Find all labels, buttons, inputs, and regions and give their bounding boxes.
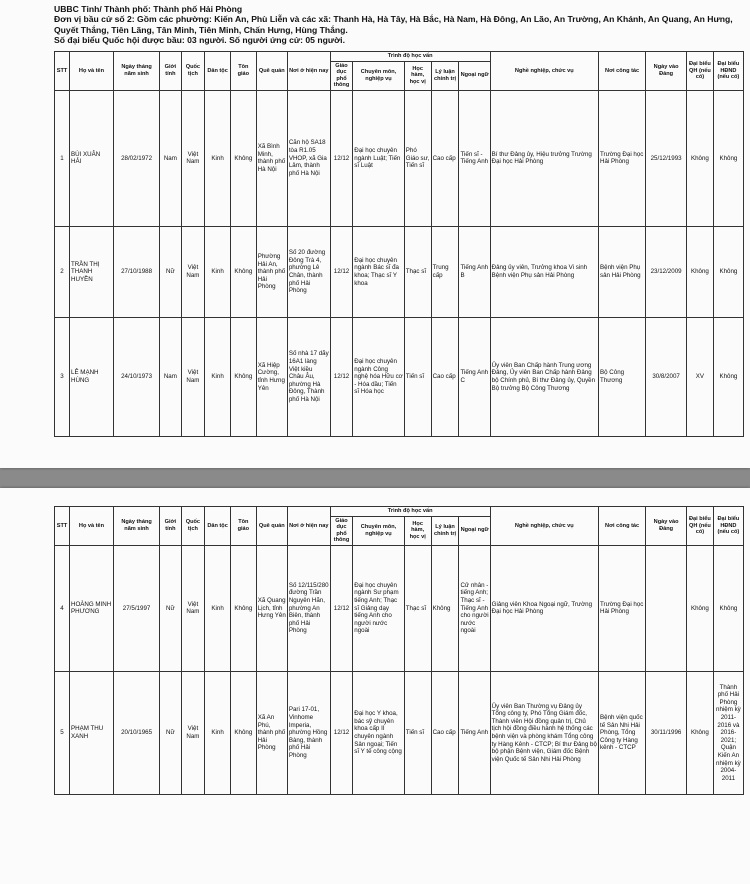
cell-specialty: Đại học chuyên ngành Sư phạm tiếng Anh; Thạc sĩ Giảng dạy tiếng Anh cho người nước ngoài: [353, 545, 405, 671]
col-specialty: Chuyên môn, nghiệp vụ: [353, 516, 405, 545]
cell-sex: Nam: [160, 90, 181, 226]
cell-academic-title: Thạc sĩ: [404, 226, 431, 317]
cell-stt: 2: [55, 226, 70, 317]
cell-sex: Nam: [160, 317, 181, 436]
cell-stt: 3: [55, 317, 70, 436]
col-sex: Giới tính: [160, 52, 181, 91]
col-name: Họ và tên: [70, 52, 114, 91]
cell-nationality: Việt Nam: [181, 226, 205, 317]
col-pc-delegate: Đại biểu HĐND (nếu có): [713, 52, 743, 91]
col-dob: Ngày tháng năm sinh: [114, 52, 160, 91]
col-education-group: Trình độ học vấn: [330, 52, 490, 62]
cell-religion: Không: [230, 90, 256, 226]
col-political-theory: Lý luận chính trị: [431, 61, 459, 90]
cell-occupation: Ủy viên Ban Thường vụ Đảng ủy Tổng công ty, Phó Tổng Giám đốc, Thành viên Hội đồng quản trị, Chủ tịch hội đồng điều hành hệ thống các bệnh viện và phòng khám Tổng công ty Hàng Kênh - CTCP; Bí thư Đảng bộ bộ phận Bệnh viện, Giám đốc Bệnh viện Quốc tế Sản Nhi Hải Phòng: [490, 671, 598, 794]
cell-general-edu: 12/12: [330, 317, 353, 436]
cell-name: BÙI XUÂN HẢI: [70, 90, 114, 226]
cell-pc-delegate: Thành phố Hải Phòng nhiệm kỳ 2011-2016 và 2016-2021; Quận Kiến An nhiệm kỳ 2004-2011: [713, 671, 743, 794]
cell-sex: Nữ: [160, 545, 181, 671]
col-occupation: Nghề nghiệp, chức vụ: [490, 507, 598, 546]
cell-foreign-lang: Cử nhân - tiếng Anh; Thạc sĩ - Tiếng Anh cho người nước ngoài: [459, 545, 490, 671]
table-row: [55, 317, 744, 436]
col-nationality: Quốc tịch: [181, 52, 205, 91]
cell-name: TRẦN THỊ THANH HUYỀN: [70, 226, 114, 317]
col-party-date: Ngày vào Đảng: [646, 507, 687, 546]
col-foreign-lang: Ngoại ngữ: [459, 61, 490, 90]
header-electoral-unit: Đơn vị bầu cử số 2: Gồm các phường: Kiến An, Phù Liễn và các xã: Thanh Hà, Hà Tây, Hà Bắc, Hà Nam, Hà Đông, An Lão, An Trường, An Khánh, An Quang, An Hưng, Quyết Thắng, Tiên Lãng, Tân Minh, Tiên Minh, Chấn Hưng, Hùng Thắng.: [54, 14, 733, 35]
cell-pc-delegate: Không: [713, 317, 743, 436]
cell-specialty: Đại học chuyên ngành Công nghệ hóa Hữu cơ - Hóa dầu; Tiến sĩ Hóa học: [353, 317, 405, 436]
cell-academic-title: Phó Giáo sư, Tiến sĩ: [404, 90, 431, 226]
cell-specialty: Đại học chuyên ngành Bác sĩ đa khoa; Thạc sĩ Y khoa: [353, 226, 405, 317]
col-sex: Giới tính: [160, 507, 181, 546]
cell-religion: Không: [230, 317, 256, 436]
cell-stt: 4: [55, 545, 70, 671]
col-residence: Nơi ở hiện nay: [287, 507, 330, 546]
cell-residence: Căn hộ SA18 tòa R1.05 VHOP, xã Gia Lâm, thành phố Hà Nội: [287, 90, 330, 226]
cell-pc-delegate: Không: [713, 545, 743, 671]
col-dob: Ngày tháng năm sinh: [114, 507, 160, 546]
cell-religion: Không: [230, 545, 256, 671]
table-row: [55, 90, 744, 226]
cell-sex: Nữ: [160, 671, 181, 794]
cell-workplace: Bộ Công Thương: [599, 317, 646, 436]
cell-residence: Số nhà 17 dãy 16A1 làng Việt kiều Châu Âu, phường Hà Đông, Thành phố Hà Nội: [287, 317, 330, 436]
cell-hometown: Xã Quang Lịch, tỉnh Hưng Yên: [256, 545, 287, 671]
cell-ethnicity: Kinh: [205, 90, 231, 226]
col-academic-title: Học hàm, học vị: [404, 516, 431, 545]
cell-academic-title: Tiến sĩ: [404, 671, 431, 794]
cell-nationality: Việt Nam: [181, 671, 205, 794]
col-general-edu: Giáo dục phổ thông: [330, 516, 353, 545]
cell-ethnicity: Kinh: [205, 226, 231, 317]
cell-foreign-lang: Tiến sĩ - Tiếng Anh: [459, 90, 490, 226]
col-foreign-lang: Ngoại ngữ: [459, 516, 490, 545]
cell-na-delegate: Không: [686, 671, 713, 794]
cell-political-theory: Cao cấp: [431, 317, 459, 436]
document-header: [54, 4, 744, 46]
cell-sex: Nữ: [160, 226, 181, 317]
cell-ethnicity: Kinh: [205, 671, 231, 794]
col-ethnicity: Dân tộc: [205, 52, 231, 91]
cell-nationality: Việt Nam: [181, 90, 205, 226]
cell-specialty: Đại học chuyên ngành Luật; Tiến sĩ Luật: [353, 90, 405, 226]
cell-hometown: Xã Bình Minh, thành phố Hà Nội: [256, 90, 287, 226]
cell-political-theory: Không: [431, 545, 459, 671]
cell-specialty: Đại học Y khoa, bác sỹ chuyên khoa cấp II chuyên ngành Sản ngoại; Tiến sĩ Y tế công cộng: [353, 671, 405, 794]
cell-occupation: Bí thư Đảng ủy, Hiệu trưởng Trường Đại học Hải Phòng: [490, 90, 598, 226]
col-hometown: Quê quán: [256, 507, 287, 546]
cell-political-theory: Trung cấp: [431, 226, 459, 317]
col-residence: Nơi ở hiện nay: [287, 52, 330, 91]
col-specialty: Chuyên môn, nghiệp vụ: [353, 61, 405, 90]
col-religion: Tôn giáo: [230, 507, 256, 546]
cell-occupation: Giảng viên Khoa Ngoại ngữ, Trường Đại học Hải Phòng: [490, 545, 598, 671]
cell-dob: 27/5/1997: [114, 545, 160, 671]
cell-workplace: Trường Đại học Hải Phòng: [599, 90, 646, 226]
cell-academic-title: Tiến sĩ: [404, 317, 431, 436]
page-2: [0, 488, 750, 884]
cell-ethnicity: Kinh: [205, 545, 231, 671]
cell-nationality: Việt Nam: [181, 545, 205, 671]
col-stt: STT: [55, 52, 70, 91]
cell-hometown: Xã An Phú, thành phố Hải Phòng: [256, 671, 287, 794]
cell-foreign-lang: Tiếng Anh B: [459, 226, 490, 317]
col-stt: STT: [55, 507, 70, 546]
cell-na-delegate: Không: [686, 90, 713, 226]
cell-dob: 24/10/1973: [114, 317, 160, 436]
cell-workplace: Bệnh viện Phụ sản Hải Phòng: [599, 226, 646, 317]
col-na-delegate: Đại biểu QH (nếu có): [686, 507, 713, 546]
table-row: [55, 545, 744, 671]
cell-dob: 20/10/1965: [114, 671, 160, 794]
cell-general-edu: 12/12: [330, 226, 353, 317]
col-education-group: Trình độ học vấn: [330, 507, 490, 517]
candidate-table-2: [54, 506, 744, 795]
cell-na-delegate: XV: [686, 317, 713, 436]
col-political-theory: Lý luận chính trị: [431, 516, 459, 545]
cell-occupation: Ủy viên Ban Chấp hành Trung ương Đảng, Ủy viên Ban Chấp hành Đảng bộ Chính phủ, Bí thư Đảng ủy, Quyền Bộ trưởng Bộ Công Thương: [490, 317, 598, 436]
cell-pc-delegate: Không: [713, 226, 743, 317]
cell-academic-title: Thạc sĩ: [404, 545, 431, 671]
cell-na-delegate: Không: [686, 545, 713, 671]
cell-political-theory: Cao cấp: [431, 90, 459, 226]
cell-party-date: [646, 545, 687, 671]
cell-nationality: Việt Nam: [181, 317, 205, 436]
candidate-table-1: [54, 51, 744, 437]
cell-residence: Số 12/115/280 đường Trần Nguyên Hãn, phường An Biên, thành phố Hải Phòng: [287, 545, 330, 671]
col-hometown: Quê quán: [256, 52, 287, 91]
cell-na-delegate: Không: [686, 226, 713, 317]
cell-name: PHẠM THU XANH: [70, 671, 114, 794]
cell-ethnicity: Kinh: [205, 317, 231, 436]
cell-dob: 28/02/1972: [114, 90, 160, 226]
col-ethnicity: Dân tộc: [205, 507, 231, 546]
cell-foreign-lang: Tiếng Anh C: [459, 317, 490, 436]
cell-occupation: Đảng ủy viên, Trưởng khoa Vi sinh Bệnh viện Phụ sản Hải Phòng: [490, 226, 598, 317]
header-province: UBBC Tỉnh/ Thành phố: Thành phố Hải Phòng: [54, 4, 243, 14]
cell-general-edu: 12/12: [330, 90, 353, 226]
cell-name: LÊ MẠNH HÙNG: [70, 317, 114, 436]
cell-general-edu: 12/12: [330, 545, 353, 671]
cell-pc-delegate: Không: [713, 90, 743, 226]
col-workplace: Nơi công tác: [599, 52, 646, 91]
col-academic-title: Học hàm, học vị: [404, 61, 431, 90]
col-pc-delegate: Đại biểu HĐND (nếu có): [713, 507, 743, 546]
col-general-edu: Giáo dục phổ thông: [330, 61, 353, 90]
table-row: [55, 671, 744, 794]
col-religion: Tôn giáo: [230, 52, 256, 91]
cell-general-edu: 12/12: [330, 671, 353, 794]
header-seat-count: Số đại biểu Quốc hội được bầu: 03 người. Số người ứng cử: 05 người.: [54, 35, 345, 46]
cell-workplace: Bệnh viện quốc tế Sản Nhi Hải Phòng, Tổng Công ty Hàng kênh - CTCP: [599, 671, 646, 794]
col-occupation: Nghề nghiệp, chức vụ: [490, 52, 598, 91]
cell-hometown: Phường Hải An, thành phố Hải Phòng: [256, 226, 287, 317]
cell-hometown: Xã Hiệp Cường, tỉnh Hưng Yên: [256, 317, 287, 436]
cell-workplace: Trường Đại học Hải Phòng: [599, 545, 646, 671]
cell-dob: 27/10/1988: [114, 226, 160, 317]
table-row: [55, 226, 744, 317]
col-nationality: Quốc tịch: [181, 507, 205, 546]
cell-religion: Không: [230, 671, 256, 794]
cell-residence: Số 20 đường Đông Trà 4, phường Lê Chân, thành phố Hải Phòng: [287, 226, 330, 317]
cell-party-date: 23/12/2009: [646, 226, 687, 317]
col-workplace: Nơi công tác: [599, 507, 646, 546]
col-party-date: Ngày vào Đảng: [646, 52, 687, 91]
cell-party-date: 30/11/1996: [646, 671, 687, 794]
col-name: Họ và tên: [70, 507, 114, 546]
cell-party-date: 30/8/2007: [646, 317, 687, 436]
cell-religion: Không: [230, 226, 256, 317]
cell-political-theory: Cao cấp: [431, 671, 459, 794]
cell-foreign-lang: Tiếng Anh: [459, 671, 490, 794]
cell-party-date: 25/12/1993: [646, 90, 687, 226]
cell-residence: Pari 17-01, Vinhome Imperia, phường Hồng Bàng, thành phố Hải Phòng: [287, 671, 330, 794]
cell-name: HOÀNG MINH PHƯƠNG: [70, 545, 114, 671]
col-na-delegate: Đại biểu QH (nếu có): [686, 52, 713, 91]
cell-stt: 5: [55, 671, 70, 794]
cell-stt: 1: [55, 90, 70, 226]
